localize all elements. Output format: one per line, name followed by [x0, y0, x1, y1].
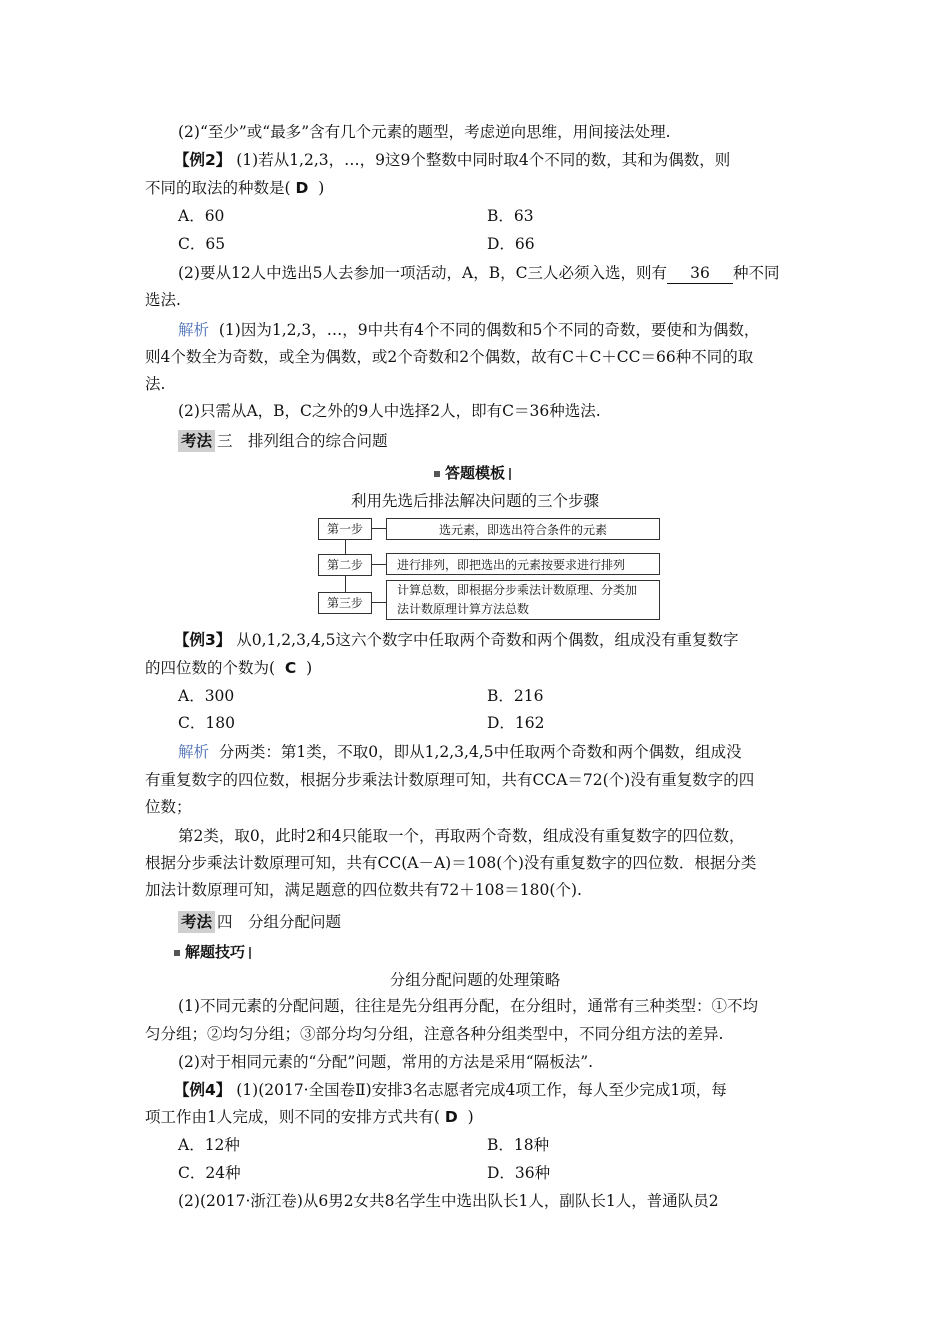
fill-in-answer: 36	[667, 263, 733, 284]
option-c: C．24种	[178, 1164, 241, 1182]
flow-connector	[372, 528, 386, 529]
solution-label: 解析	[178, 743, 210, 761]
flow-connector	[372, 602, 386, 603]
section-heading-method-3: 考法 三 排列组合的综合问题	[178, 430, 388, 452]
option-a: A．12种	[178, 1136, 240, 1154]
solution-line: 根据分步乘法计数原理可知，共有CC(A－A)＝108(个)没有重复数字的四位数．根据分类	[145, 854, 757, 872]
option-d: D．66	[487, 235, 535, 253]
example-2-part-2-line: (2)要从12人中选出5人去参加一项活动，A，B，C三人必须入选，则有 36 种不同	[178, 264, 780, 282]
tips-heading: 解题技巧	[174, 941, 251, 962]
option-d: D．36种	[487, 1164, 551, 1182]
paragraph-line: 匀分组；②均匀分组；③部分均匀分组，注意各种分组类型中，不同分组方法的差异.	[145, 1025, 724, 1043]
example-2-question-line	[174, 150, 730, 170]
method-tag: 考法	[178, 911, 215, 933]
solution-line: (2)只需从A，B，C之外的9人中选择2人，即有C＝36种选法.	[178, 402, 601, 420]
template-heading: 答题模板	[434, 462, 511, 483]
answer-letter: C	[284, 659, 297, 677]
example-2-tag: 【例2】	[174, 151, 232, 169]
solution-label: 解析	[178, 321, 210, 339]
option-b: B．216	[487, 687, 544, 705]
solution-line: 位数；	[145, 798, 192, 816]
example-4-tag: 【例4】	[174, 1081, 232, 1099]
option-c: C．65	[178, 235, 226, 253]
flow-step-2-label: 第二步	[318, 554, 372, 576]
flow-step-1-label: 第一步	[318, 518, 372, 540]
example-4-part-2-line: (2)(2017·浙江卷)从6男2女共8名学生中选出队长1人，副队长1人，普通队员2	[178, 1192, 719, 1210]
steps-flowchart	[318, 516, 662, 620]
example-4-question-line: 项工作由1人完成，则不同的安排方式共有( D )	[145, 1108, 474, 1126]
example-4-question-line: 【例4】 (1)(2017·全国卷Ⅱ)安排3名志愿者完成4项工作，每人至少完成1项，每	[174, 1081, 727, 1099]
option-b: B．63	[487, 207, 534, 225]
flow-connector	[372, 564, 386, 565]
solution-line: 则4个数全为奇数，或全为偶数，或2个奇数和2个偶数，故有C＋C＋CC＝66种不同的取	[145, 348, 754, 366]
paragraph-line: (2)对于相同元素的“分配”问题，常用的方法是采用“隔板法”.	[178, 1053, 594, 1071]
answer-letter: D	[295, 179, 309, 197]
example-3-tag: 【例3】	[174, 631, 232, 649]
flow-step-1-desc: 选元素，即选出符合条件的元素	[386, 518, 660, 540]
square-bullet-icon	[174, 950, 180, 956]
paragraph-line: (2)“至少”或“最多”含有几个元素的题型，考虑逆向思维，用间接法处理.	[178, 123, 671, 141]
template-title: 利用先选后排法解决问题的三个步骤	[350, 492, 599, 510]
bar-icon	[249, 947, 251, 959]
example-2-question-text: (1)若从1,2,3，…，9这9个整数中同时取4个不同的数，其和为偶数，则	[236, 151, 731, 169]
solution-line: 解析 分两类：第1类，不取0，即从1,2,3,4,5中任取两个奇数和两个偶数，组成没	[178, 743, 742, 761]
solution-line: 法.	[145, 375, 166, 393]
solution-line: 第2类，取0，此时2和4只能取一个，再取两个奇数，组成没有重复数字的四位数，	[178, 827, 745, 845]
flow-step-2-desc: 进行排列，即把选出的元素按要求进行排列	[386, 553, 660, 575]
option-a: A．60	[178, 207, 225, 225]
option-a: A．300	[178, 687, 235, 705]
flow-step-3-desc: 计算总数，即根据分步乘法计数原理、分类加 法计数原理计算方法总数	[386, 580, 660, 620]
example-3-question-line: 【例3】 从0,1,2,3,4,5这六个数字中任取两个奇数和两个偶数，组成没有重复数字	[174, 631, 739, 649]
example-3-question-line: 的四位数的个数为( C )	[145, 659, 313, 677]
solution-line: 加法计数原理可知，满足题意的四位数共有72＋108＝180(个).	[145, 881, 582, 899]
paragraph-line: (1)不同元素的分配问题，往往是先分组再分配，在分组时，通常有三种类型：①不均	[178, 997, 758, 1015]
solution-line: 解析 (1)因为1,2,3，…，9中共有4个不同的偶数和5个不同的奇数，要使和为偶数，	[178, 321, 760, 339]
option-c: C．180	[178, 714, 235, 732]
flow-step-3-label: 第三步	[318, 592, 372, 614]
solution-line: 有重复数字的四位数，根据分步乘法计数原理可知，共有CCA＝72(个)没有重复数字的四	[145, 771, 755, 789]
option-b: B．18种	[487, 1136, 550, 1154]
method-tag: 考法	[178, 430, 215, 452]
answer-letter: D	[444, 1108, 458, 1126]
example-2-question-line: 不同的取法的种数是( D )	[145, 179, 325, 197]
tips-title: 分组分配问题的处理策略	[389, 971, 561, 989]
section-heading-method-4: 考法 四 分组分配问题	[178, 911, 341, 933]
option-d: D．162	[487, 714, 545, 732]
bar-icon	[509, 468, 511, 480]
square-bullet-icon	[434, 471, 440, 477]
paragraph-line: 选法.	[145, 291, 181, 309]
